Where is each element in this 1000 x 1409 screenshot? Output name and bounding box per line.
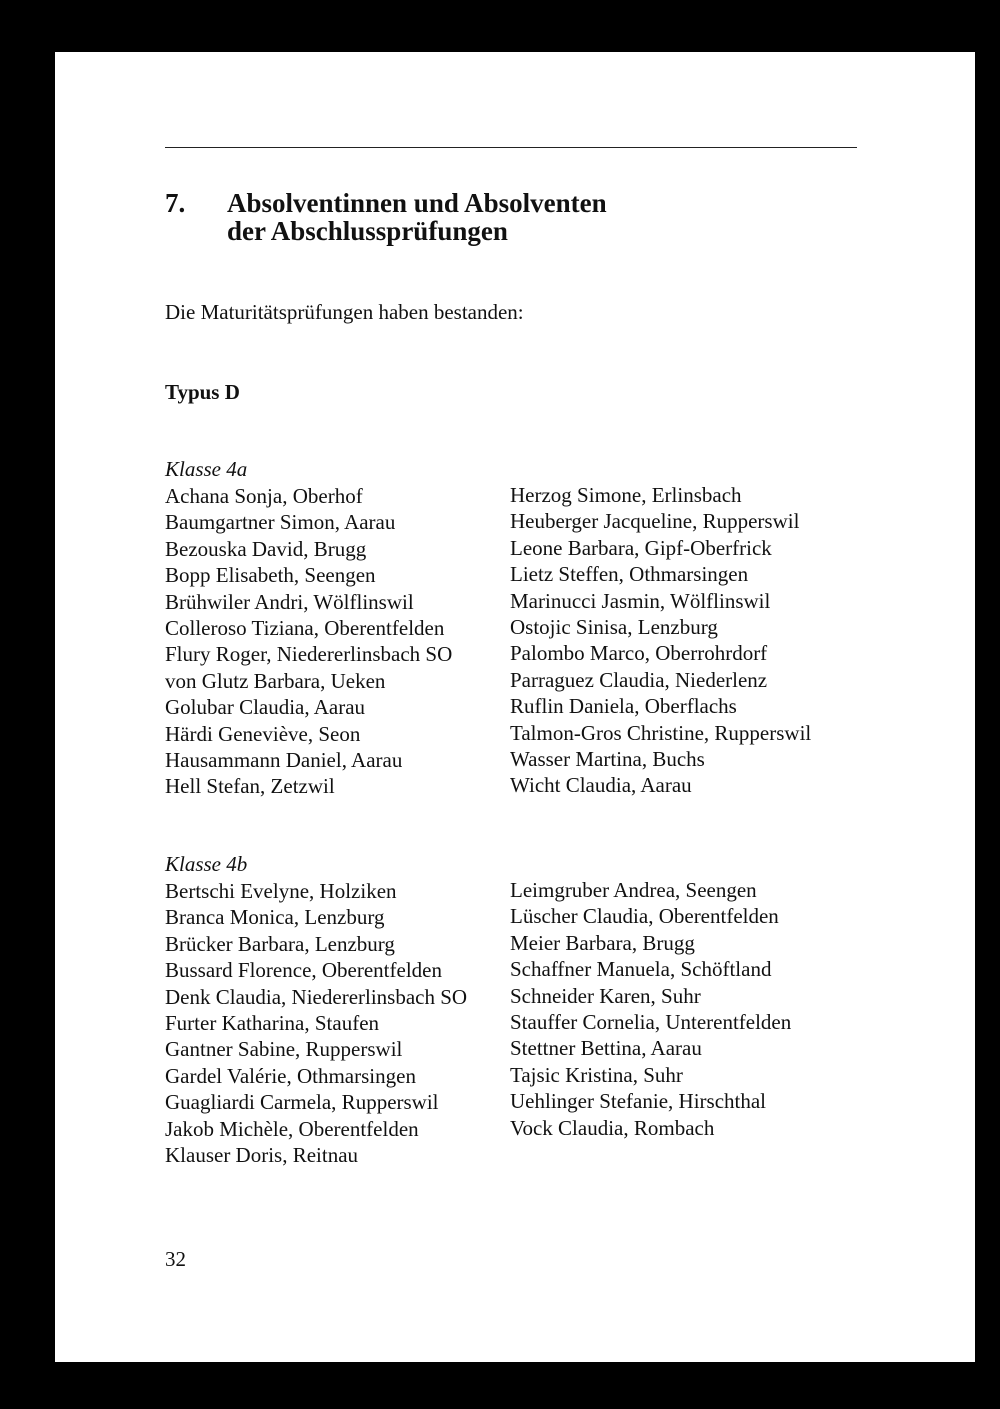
list-item: Flury Roger, Niedererlinsbach SO <box>165 642 453 667</box>
list-item: Heuberger Jacqueline, Rupperswil <box>510 509 800 534</box>
list-item: Vock Claudia, Rombach <box>510 1115 715 1140</box>
class-label-4b: Klasse 4b <box>165 852 248 876</box>
list-item: Furter Katharina, Staufen <box>165 1010 380 1035</box>
document-page <box>55 52 975 1362</box>
list-item: Härdi Geneviève, Seon <box>165 721 361 746</box>
list-item: Gardel Valérie, Othmarsingen <box>165 1063 416 1088</box>
list-item: Parraguez Claudia, Niederlenz <box>510 667 768 692</box>
list-item: Lüscher Claudia, Oberentfelden <box>510 904 779 929</box>
intro-text: Die Maturitätsprüfungen haben bestanden: <box>165 300 524 324</box>
class-4b-left-list <box>165 878 467 1168</box>
list-item: Leone Barbara, Gipf-Oberfrick <box>510 535 772 560</box>
list-item: Baumgartner Simon, Aarau <box>165 510 396 535</box>
list-item: Golubar Claudia, Aarau <box>165 695 366 720</box>
list-item: Bopp Elisabeth, Seengen <box>165 563 376 588</box>
class-label-4a: Klasse 4a <box>165 457 248 481</box>
typus-heading: Typus D <box>165 380 240 404</box>
list-item: Ruflin Daniela, Oberflachs <box>510 694 737 719</box>
list-item: Achana Sonja, Oberhof <box>165 484 363 508</box>
list-item: Schneider Karen, Suhr <box>510 983 701 1008</box>
list-item: Palombo Marco, Oberrohrdorf <box>510 641 768 666</box>
list-item: Meier Barbara, Brugg <box>510 930 695 955</box>
list-item: Stauffer Cornelia, Unterentfelden <box>510 1009 792 1034</box>
list-item: Wasser Martina, Buchs <box>510 746 705 771</box>
class-4b-right-list <box>510 877 791 1141</box>
list-item: Branca Monica, Lenzburg <box>165 905 385 930</box>
list-item: Schaffner Manuela, Schöftland <box>510 957 772 982</box>
section-title-line2: der Abschlussprüfungen <box>227 216 508 246</box>
list-item: Talmon-Gros Christine, Rupperswil <box>510 720 812 745</box>
list-item: Marinucci Jasmin, Wölflinswil <box>510 588 771 613</box>
list-item: Gantner Sabine, Rupperswil <box>165 1037 403 1062</box>
list-item: Lietz Steffen, Othmarsingen <box>510 562 749 587</box>
class-4a-left-list <box>165 483 452 800</box>
list-item: Brücker Barbara, Lenzburg <box>165 931 395 956</box>
list-item: Herzog Simone, Erlinsbach <box>510 483 742 507</box>
list-item: Colleroso Tiziana, Oberentfelden <box>165 615 445 640</box>
list-item: Brühwiler Andri, Wölflinswil <box>165 589 414 614</box>
list-item: Bezouska David, Brugg <box>165 536 367 561</box>
list-item: Bertschi Evelyne, Holziken <box>165 879 397 903</box>
section-number: 7. <box>165 188 186 218</box>
list-item: Uehlinger Stefanie, Hirschthal <box>510 1089 766 1114</box>
section-title-line1: Absolventinnen und Absolventen <box>227 188 607 218</box>
page-number: 32 <box>165 1247 186 1271</box>
list-item: Leimgruber Andrea, Seengen <box>510 878 757 902</box>
list-item: Bussard Florence, Oberentfelden <box>165 958 442 983</box>
list-item: Guagliardi Carmela, Rupperswil <box>165 1090 439 1115</box>
list-item: Ostojic Sinisa, Lenzburg <box>510 614 718 639</box>
class-4a-right-list <box>510 482 811 799</box>
list-item: Klauser Doris, Reitnau <box>165 1142 359 1167</box>
list-item: Jakob Michèle, Oberentfelden <box>165 1116 419 1141</box>
list-item: Hell Stefan, Zetzwil <box>165 774 335 799</box>
list-item: Hausammann Daniel, Aarau <box>165 747 403 772</box>
list-item: Denk Claudia, Niedererlinsbach SO <box>165 984 468 1009</box>
list-item: Wicht Claudia, Aarau <box>510 773 692 798</box>
list-item: Stettner Bettina, Aarau <box>510 1036 702 1061</box>
list-item: Tajsic Kristina, Suhr <box>510 1062 683 1087</box>
list-item: von Glutz Barbara, Ueken <box>165 668 386 693</box>
top-rule <box>165 147 857 148</box>
